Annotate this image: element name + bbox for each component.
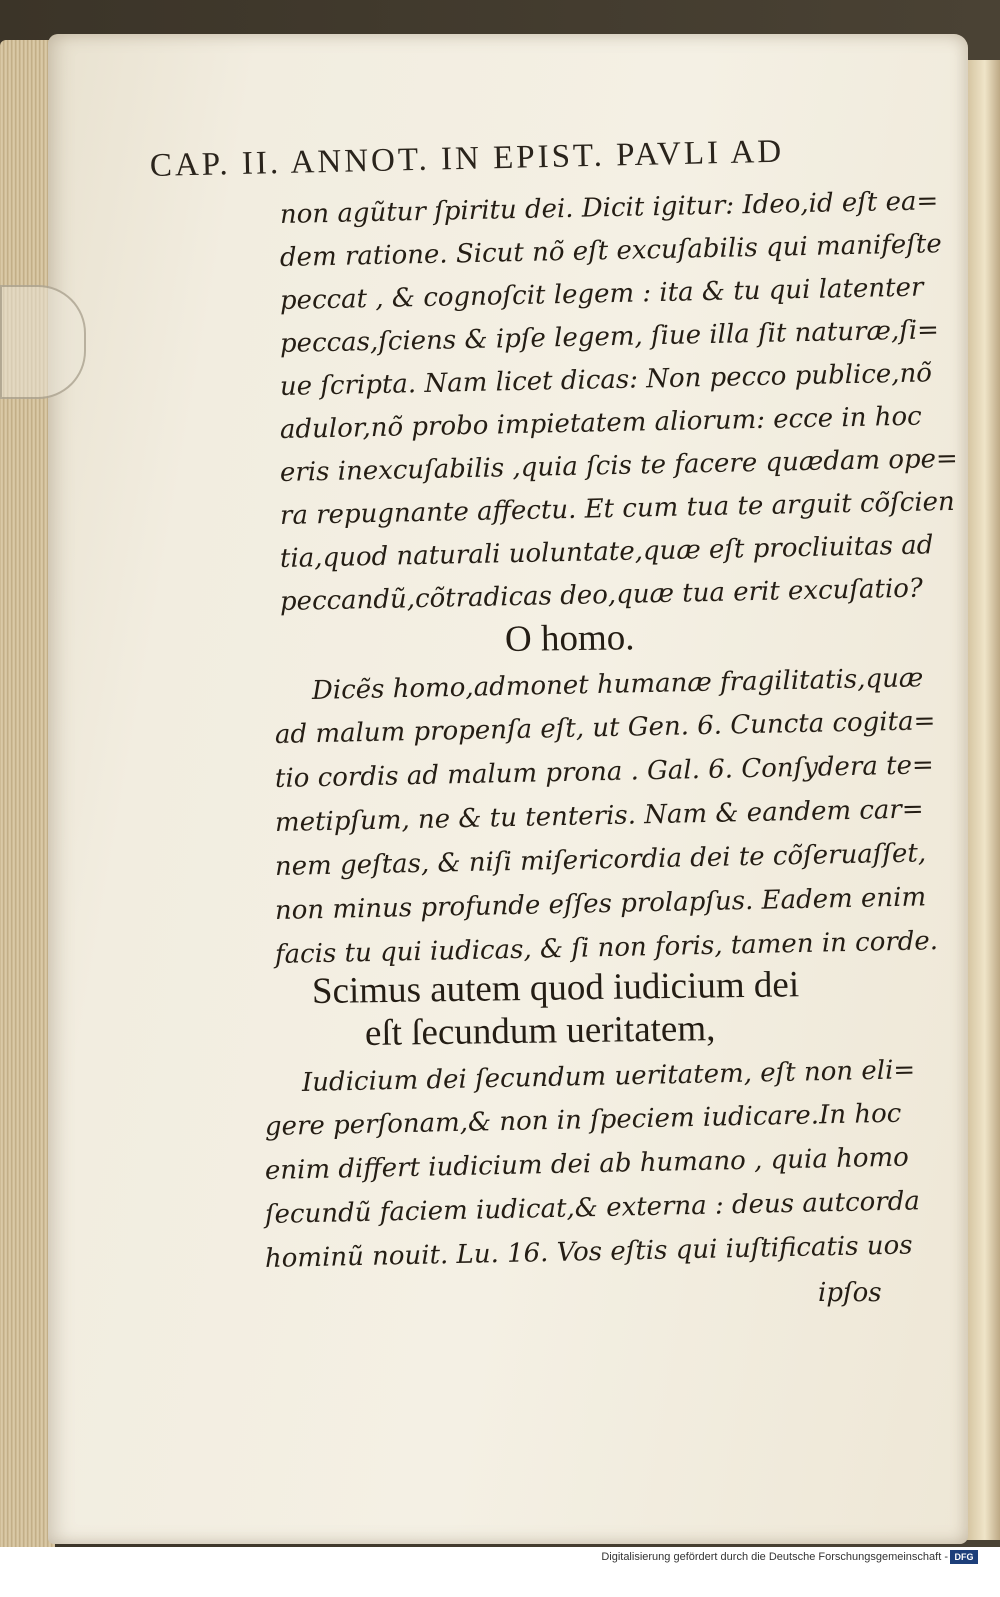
text-line: tia,quod naturali uoluntate,quæ eſt procliuitas ad [279,530,934,574]
text-line: nem geſtas, & niſi miſericordia dei te cõſeruaſſet, [274,838,927,882]
text-line: peccas,ſciens & ipſe legem, ſiue illa ſit naturæ,ſi= [279,315,940,359]
text-line: ra repugnante affectu. Et cum tua te arguit cõſcien [279,486,956,531]
book-page-edges-left [0,40,55,1560]
text-line: peccandũ,cõtradicas deo,quæ tua erit excuſatio? [279,573,924,617]
text-line: tio cordis ad malum prona . Gal. 6. Conſydera te= [274,750,935,794]
section-heading: eſt ſecundum ueritatem, [364,1008,716,1054]
text-line: ue ſcripta. Nam licet dicas: Non pecco publice,nõ [279,358,933,402]
text-line: ad malum propenſa eſt, ut Gen. 6. Cuncta cogita= [274,706,936,750]
text-line: ſecundũ faciem iudicat,& externa : deus autcorda [264,1186,921,1230]
bookmark-tab [0,285,86,399]
text-line: Iudicium dei ſecundum ueritatem, eſt non eli= [301,1055,916,1098]
text-line: dem ratione. Sicut nõ eſt excuſabilis qui manifeſte [279,229,942,273]
section-heading: Scimus autem quod iudicium dei [311,964,800,1012]
text-line: adulor,nõ probo impietatem aliorum: ecce in hoc [279,401,922,445]
text-line: facis tu qui iudicas, & ſi non foris, tamen in corde. [274,926,939,970]
text-line: non agũtur ſpiritu dei. Dicit igitur: Ideo,id eſt ea= [279,186,939,230]
catchword: ipſos [818,1278,882,1308]
text-line: Dicẽs homo,admonet humanæ fragilitatis,quæ [311,663,924,706]
dfg-logo: DFG [950,1550,978,1564]
text-line: enim differt iudicium dei ab humano , quia homo [264,1142,910,1186]
text-line: metipſum, ne & tu tenteris. Nam & eandem car= [274,794,924,838]
text-line: gere perſonam,& non in ſpeciem iudicare.In hoc [264,1098,902,1142]
section-heading: O homo. [504,617,635,660]
footer-credit: Digitalisierung gefördert durch die Deutsche Forschungsgemeinschaft - [601,1551,948,1563]
text-line: non minus profunde eſſes prolapſus. Eadem enim [274,882,927,926]
text-line: eris inexcuſabilis ,quia ſcis te facere quædam ope= [279,443,959,488]
text-line: hominũ nouit. Lu. 16. Vos eſtis qui iuſtificatis uos [264,1230,913,1274]
running-head: CAP. II. ANNOT. IN EPIST. PAVLI AD [149,133,785,184]
text-line: peccat , & cognoſcit legem : ita & tu qui latenter [279,272,924,316]
